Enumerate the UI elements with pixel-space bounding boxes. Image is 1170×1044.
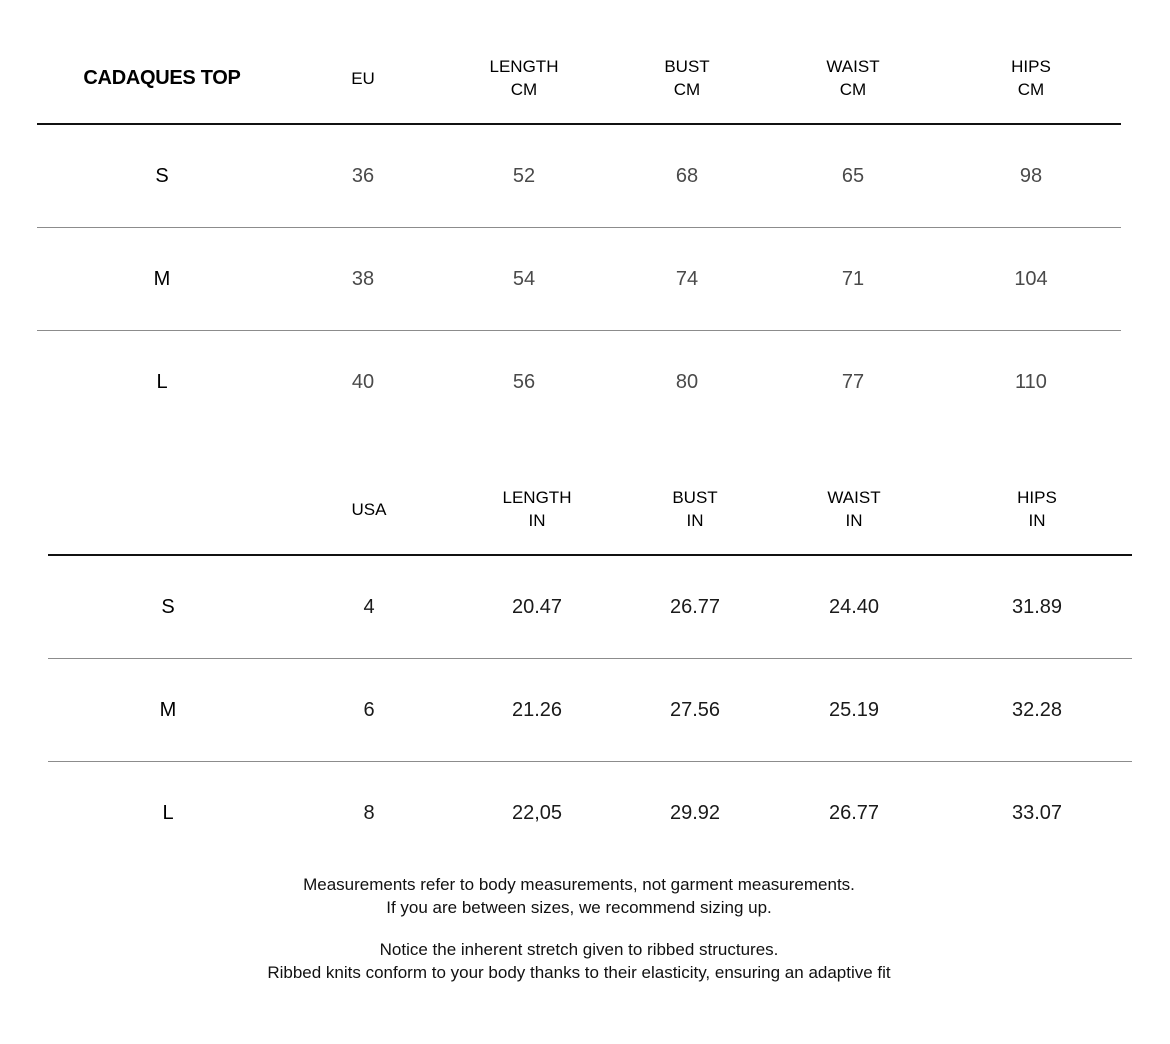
bust-value: 27.56: [624, 659, 766, 762]
length-value: 21.26: [450, 659, 624, 762]
hips-value: 98: [941, 124, 1121, 228]
bust-value: 26.77: [624, 555, 766, 659]
length-value: 22,05: [511, 801, 563, 824]
column-header-bust: BUST CM: [609, 33, 765, 124]
stretch-note: [0, 938, 1158, 984]
size-notes: [0, 873, 1158, 984]
eu-size-value: 36: [287, 124, 439, 228]
column-header-waist: WAIST CM: [765, 33, 941, 124]
size-label: M: [37, 228, 287, 331]
table-row: [37, 228, 1121, 331]
waist-value: 24.40: [766, 555, 942, 659]
column-header-hips: HIPS CM: [941, 33, 1121, 124]
empty-header: [48, 464, 288, 555]
table-row: [37, 124, 1121, 228]
usa-size-value: 6: [288, 659, 450, 762]
hips-value: 33.07: [1011, 801, 1063, 824]
header-row: [37, 33, 1121, 124]
note-line: If you are between sizes, we recommend sizing up.: [386, 898, 772, 917]
hips-value: 31.89: [942, 555, 1132, 659]
hips-value: 32.28: [942, 659, 1132, 762]
eu-size-value: 38: [287, 228, 439, 331]
waist-value: 77: [841, 370, 865, 393]
column-header-bust: BUST IN: [624, 464, 766, 555]
length-value: 20.47: [450, 555, 624, 659]
column-header-eu: EU: [287, 33, 439, 124]
table-row: [37, 331, 1121, 434]
length-value: 56: [512, 370, 536, 393]
bust-value: 29.92: [669, 801, 721, 824]
bust-value: 80: [675, 370, 699, 393]
size-label: S: [48, 555, 288, 659]
column-header-usa: USA: [288, 464, 450, 555]
note-line: Notice the inherent stretch given to ribbed structures.: [379, 940, 779, 959]
size-table-in: [48, 464, 1132, 864]
hips-value: 110: [1015, 370, 1047, 393]
table-row: [48, 659, 1132, 762]
note-line: Ribbed knits conform to your body thanks to their elasticity, ensuring an adaptive fit: [267, 963, 891, 982]
column-header-length: LENGTH CM: [439, 33, 609, 124]
waist-value: 26.77: [828, 801, 880, 824]
hips-value: 104: [941, 228, 1121, 331]
size-label: S: [37, 124, 287, 228]
size-table-cm: [37, 33, 1121, 433]
waist-value: 71: [765, 228, 941, 331]
header-row: [48, 464, 1132, 555]
table-row: [48, 555, 1132, 659]
product-name: CADAQUES TOP: [37, 33, 287, 124]
size-label: L: [162, 801, 174, 824]
size-label: L: [156, 370, 168, 393]
column-header-length: LENGTH IN: [450, 464, 624, 555]
column-header-waist: WAIST IN: [766, 464, 942, 555]
length-value: 52: [439, 124, 609, 228]
bust-value: 74: [609, 228, 765, 331]
measurement-note: [0, 873, 1158, 919]
waist-value: 25.19: [766, 659, 942, 762]
waist-value: 65: [765, 124, 941, 228]
column-header-hips: HIPS IN: [942, 464, 1132, 555]
usa-size-value: 4: [288, 555, 450, 659]
table-row: [48, 762, 1132, 865]
length-value: 54: [439, 228, 609, 331]
usa-size-value: 8: [363, 801, 375, 824]
eu-size-value: 40: [351, 370, 375, 393]
note-line: Measurements refer to body measurements, not garment measurements.: [303, 875, 855, 894]
bust-value: 68: [609, 124, 765, 228]
size-label: M: [48, 659, 288, 762]
